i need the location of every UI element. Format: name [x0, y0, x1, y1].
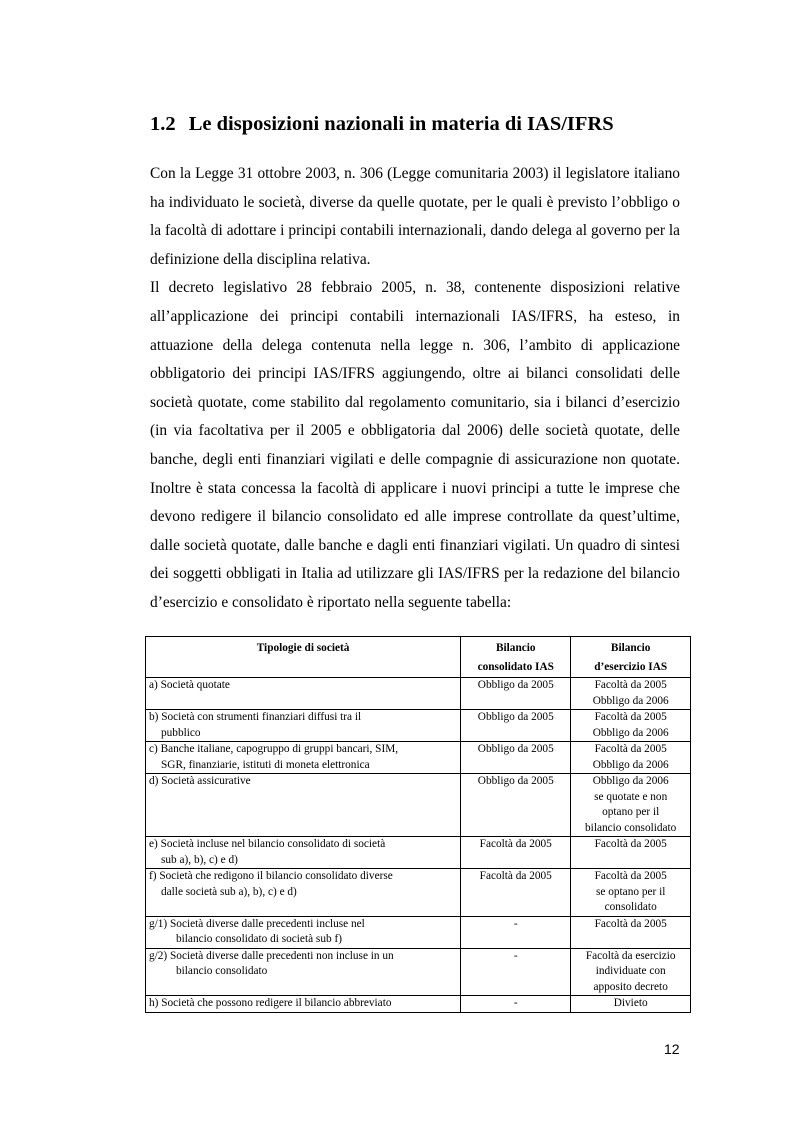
ias-obligations-table [145, 636, 691, 1013]
table-row [146, 916, 691, 948]
paragraph: Il decreto legislativo 28 febbraio 2005, n. 38, contenente disposizioni relative all’applicazione dei principi contabili internazionali IAS/IFRS, ha esteso, in attuazione della delega contenuta nella legge n. 306, l’ambito di applicazione obbligatorio dei principi IAS/IFRS aggiungendo, oltre ai bilanci consolidati delle società quotate, come stabilito dal regolamento comunitario, sia i bilanci d’esercizio (in via facoltativa per il 2005 e obbligatoria dal 2006) delle società quotate, delle banche, degli enti finanziari vigilati e delle compagnie di assicurazione non quotate. Inoltre è stata concessa la facoltà di applicare i nuovi principi a tutte le imprese che devono redigere il bilancio consolidato ed alle imprese controllate da quest’ultime, dalle società quotate, dalle banche e dagli enti finanziari vigilati. Un quadro di sintesi dei soggetti obbligati in Italia ad utilizzare gli IAS/IFRS per la redazione del bilancio d’esercizio e consolidato è riportato nella seguente tabella: [150, 279, 680, 611]
cell-consolidato: - [461, 948, 571, 996]
cell-type: g/1) Società diverse dalle precedenti incluse nel bilancio consolidato di società sub f) [146, 916, 461, 948]
cell-type: b) Società con strumenti finanziari diffusi tra il pubblico [146, 710, 461, 742]
cell-esercizio: Facoltà da 2005 Obbligo da 2006 [571, 742, 691, 774]
page-number: 12 [664, 1041, 680, 1057]
header-tipologie: Tipologie di società [146, 637, 461, 678]
table-row [146, 948, 691, 996]
table-row [146, 742, 691, 774]
cell-esercizio: Facoltà da 2005 [571, 916, 691, 948]
body-text [150, 160, 680, 618]
cell-consolidato: Obbligo da 2005 [461, 678, 571, 710]
cell-consolidato: Facoltà da 2005 [461, 837, 571, 869]
section-heading [150, 113, 614, 136]
cell-esercizio: Facoltà da 2005 Obbligo da 2006 [571, 710, 691, 742]
cell-type: c) Banche italiane, capogruppo di gruppi bancari, SIM, SGR, finanziarie, istituti di moneta elettronica [146, 742, 461, 774]
cell-consolidato: - [461, 916, 571, 948]
cell-consolidato: - [461, 996, 571, 1013]
cell-type: f) Società che redigono il bilancio consolidato diverse dalle società sub a), b), c) e d) [146, 869, 461, 917]
cell-esercizio: Divieto [571, 996, 691, 1013]
table-row [146, 774, 691, 837]
cell-consolidato: Obbligo da 2005 [461, 774, 571, 837]
table-row [146, 996, 691, 1013]
table-row [146, 837, 691, 869]
section-number: 1.2 [150, 113, 176, 135]
cell-esercizio: Facoltà da 2005 [571, 837, 691, 869]
cell-consolidato: Facoltà da 2005 [461, 869, 571, 917]
table-row [146, 710, 691, 742]
cell-type: e) Società incluse nel bilancio consolidato di società sub a), b), c) e d) [146, 837, 461, 869]
cell-type: a) Società quotate [146, 678, 461, 710]
cell-type: h) Società che possono redigere il bilancio abbreviato [146, 996, 461, 1013]
cell-type: d) Società assicurative [146, 774, 461, 837]
cell-esercizio: Obbligo da 2006 se quotate e non optano per il bilancio consolidato [571, 774, 691, 837]
table-row [146, 869, 691, 917]
cell-esercizio: Facoltà da 2005 se optano per il consolidato [571, 869, 691, 917]
paragraph: Con la Legge 31 ottobre 2003, n. 306 (Legge comunitaria 2003) il legislatore italiano ha individuato le società, diverse da quelle quotate, per le quali è previsto l’obbligo o la facoltà di adottare i principi contabili internazionali, dando delega al governo per la definizione della disciplina relativa. [150, 165, 680, 268]
table-row [146, 678, 691, 710]
header-esercizio: Bilancio d’esercizio IAS [571, 637, 691, 678]
cell-esercizio: Facoltà da 2005 Obbligo da 2006 [571, 678, 691, 710]
cell-consolidato: Obbligo da 2005 [461, 710, 571, 742]
cell-type: g/2) Società diverse dalle precedenti non incluse in un bilancio consolidato [146, 948, 461, 996]
section-title: Le disposizioni nazionali in materia di IAS/IFRS [188, 113, 614, 135]
table-header-row [146, 637, 691, 678]
cell-esercizio: Facoltà da esercizio individuate con apposito decreto [571, 948, 691, 996]
header-consolidato: Bilancio consolidato IAS [461, 637, 571, 678]
cell-consolidato: Obbligo da 2005 [461, 742, 571, 774]
